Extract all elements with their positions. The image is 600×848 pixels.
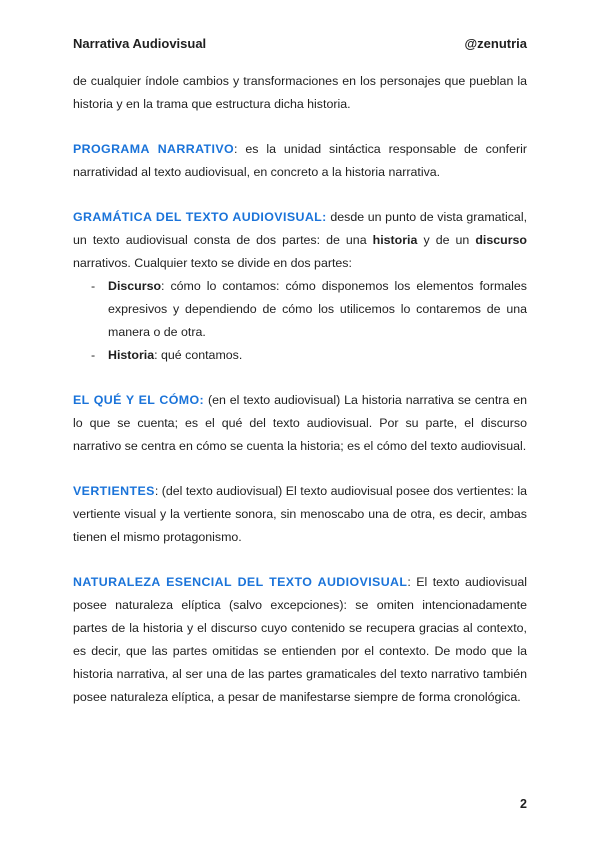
list-item-text: : cómo lo contamos: cómo disponemos los elementos formales expresivos y dependiendo de cómo los utilicemos lo contaremos de una manera o de otra. [108,279,527,339]
naturaleza-term: NATURALEZA ESENCIAL DEL TEXTO AUDIOVISUAL [73,575,408,589]
intro-paragraph: de cualquier índole cambios y transformaciones en los personajes que pueblan la historia y en la trama que estructura dicha historia. [73,74,527,111]
list-item [73,275,527,344]
page-number: 2 [520,797,527,811]
header-title: Narrativa Audiovisual [73,36,207,51]
programa-term: PROGRAMA NARRATIVO [73,142,235,156]
list-item-text: : qué contamos. [154,348,243,362]
vertientes-paragraph [73,480,527,549]
gramatica-bold-historia: historia [372,233,418,247]
header-handle: @zenutria [464,36,527,51]
gramatica-text-1: desde un punto de vista gramatical, un texto audiovisual consta de dos partes: de una [73,210,528,247]
gramatica-list [73,275,527,367]
gramatica-bold-discurso: discurso [475,233,527,247]
vertientes-term: VERTIENTES [73,484,155,498]
gramatica-term: GRAMÁTICA DEL TEXTO AUDIOVISUAL: [73,210,327,224]
gramatica-text-3: narrativos. Cualquier texto se divide en dos partes: [73,256,352,270]
document-body [73,70,527,709]
que-como-term: EL QUÉ Y EL CÓMO: [73,393,205,407]
vertientes-text: : (del texto audiovisual) El texto audiovisual posee dos vertientes: la vertiente visual y la vertiente sonora, sin menoscabo una de otra, es decir, ambas tienen el mismo protagonismo. [73,484,527,544]
list-dash: - [91,279,96,293]
list-dash: - [91,348,96,362]
list-item [73,344,527,367]
gramatica-paragraph [73,206,527,275]
programa-text: : es la unidad sintáctica responsable de conferir narratividad al texto audiovisual, en concreto a la historia narrativa. [73,142,527,179]
que-como-paragraph [73,389,527,458]
gramatica-text-2: y de un [417,233,476,247]
page-header [73,36,527,51]
que-como-text: (en el texto audiovisual) La historia narrativa se centra en lo que se cuenta; es el qué del texto audiovisual. Por su parte, el discurso narrativo se centra en cómo se cuenta la historia; es el cómo del texto audiovisual. [73,393,527,453]
list-item-bold: Historia [108,348,155,362]
naturaleza-paragraph [73,571,527,709]
list-item-bold: Discurso [108,279,162,293]
naturaleza-text: : El texto audiovisual posee naturaleza elíptica (salvo excepciones): se omiten intencionadamente partes de la historia y el discurso cuyo contenido se recupera gracias al contexto, es decir, que las partes omitidas se entienden por el contexto. De modo que la historia narrativa, al ser una de las partes gramaticales del texto narrativo también posee naturaleza elíptica, a pesar de manifestarse siempre de forma cronológica. [73,575,527,704]
programa-paragraph [73,138,527,184]
